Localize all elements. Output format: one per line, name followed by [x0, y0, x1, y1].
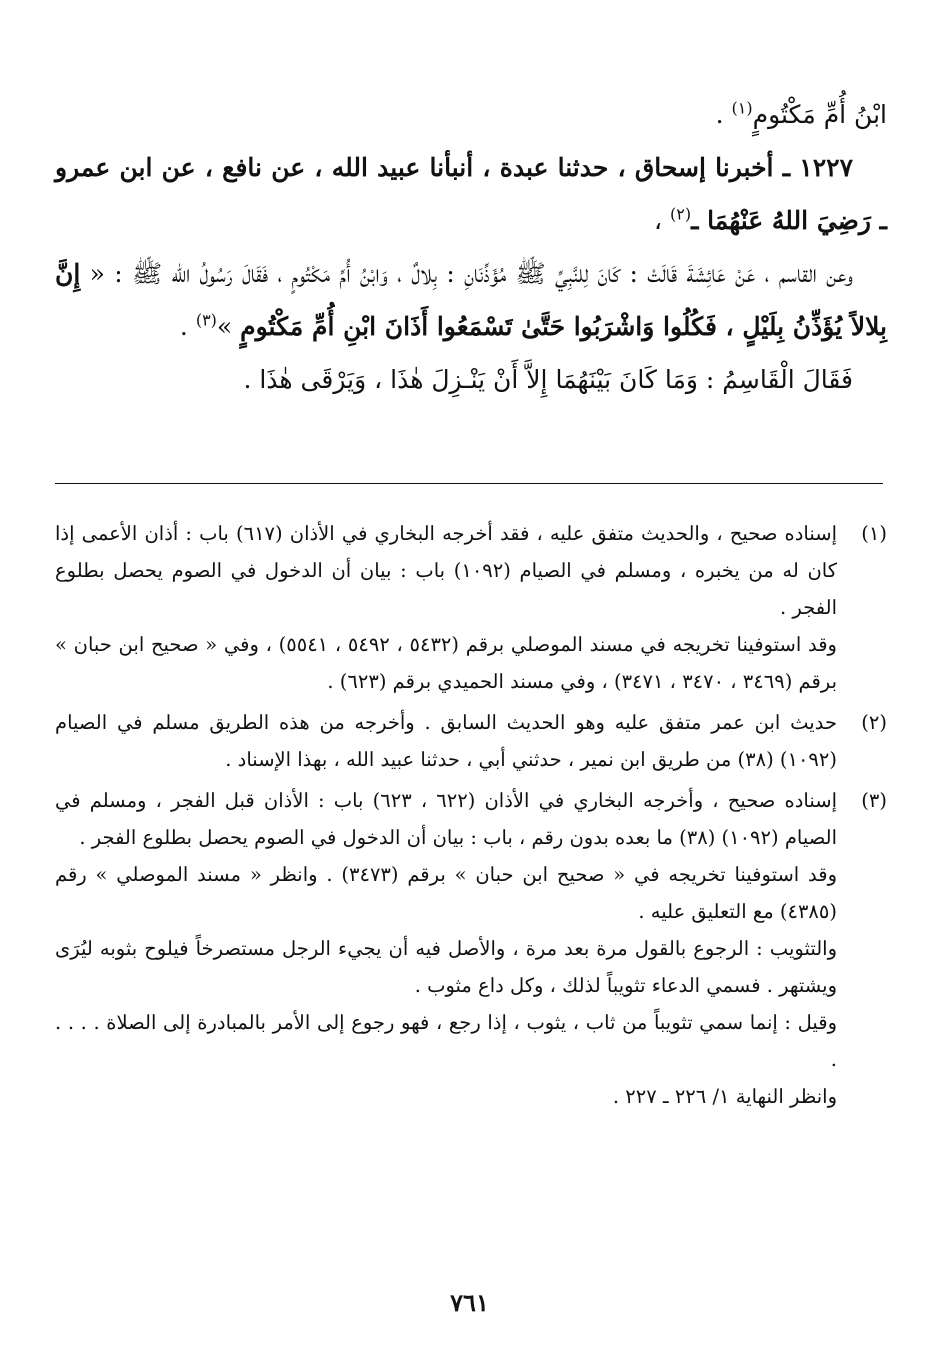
footnote-number: (٣): [861, 789, 887, 812]
footnotes: [55, 515, 887, 1119]
footnote-marker: (٢): [670, 204, 692, 224]
prophetic-saying: إِنَّ بِلالاً يُؤَذِّنُ بِلَيْلٍ ، فَكُلُوا وَاشْرَبُوا حَتَّىٰ تَسْمَعُوا أَذَانَ ابْنِ أُمِّ مَكْتُومٍ: [55, 259, 887, 341]
footnote-marker: (١): [731, 98, 753, 118]
punctuation: .: [715, 100, 732, 129]
footnote: [55, 515, 887, 700]
punctuation: .: [179, 312, 196, 341]
footnote-paragraph: إسناده صحيح ، والحديث متفق عليه ، فقد أخرجه البخاري في الأذان (٦١٧) باب : أذان الأعمى إذا كان له من يخبره ، ومسلم في الصيام (١٠٩٢) باب : بيان أن الدخول في الصوم يحصل بطلوع الفجر .: [55, 522, 837, 619]
quote-close: »: [216, 312, 241, 341]
footnote-body: [55, 782, 837, 1115]
footnote-paragraph: وقيل : إنما سمي تثويباً من ثاب ، يثوب ، إذا رجع ، فهو رجوع إلى الأمر بالمبادرة إلى الصلاة . . . . .: [55, 1011, 837, 1071]
footnote-body: [55, 704, 837, 778]
footnote-body: [55, 515, 837, 700]
footnote: [55, 704, 887, 778]
footnote-paragraph: وقد استوفينا تخريجه في « صحيح ابن حبان » برقم (٣٤٧٣) . وانظر « مسند الموصلي » رقم (٤٣٨٥) مع التعليق عليه .: [55, 863, 837, 923]
text-line: [55, 88, 887, 141]
footnote-paragraph: والتثويب : الرجوع بالقول مرة بعد مرة ، والأصل فيه أن يجيء الرجل مستصرخاً فيلوح بثوبه ليُرَى ويشتهر . فسمي الدعاء تثويباً لذلك ، وكل داع مثوب .: [55, 937, 837, 997]
footnote-marker: (٣): [195, 310, 217, 330]
footnote-paragraph: وانظر النهاية ١/ ٢٢٦ ـ ٢٢٧ .: [612, 1085, 837, 1108]
qasim-comment: فَقَالَ الْقَاسِمُ : وَمَا كَانَ بَيْنَهُمَا إِلاَّ أَنْ يَنْـزِلَ هٰذَا ، وَيَرْقَى هٰذَا .: [243, 365, 853, 394]
page-number: ٧٦١: [450, 1288, 489, 1317]
continued-text: ابْنُ أُمِّ مَكْتُومٍ: [752, 100, 887, 129]
footnote-paragraph: إسناده صحيح ، وأخرجه البخاري في الأذان (٦٢٢ ، ٦٢٣) باب : الأذان قبل الفجر ، ومسلم في الصيام (١٠٩٢) (٣٨) ما بعده بدون رقم ، باب : بيان أن الدخول في الصوم يحصل بطلوع الفجر .: [55, 789, 837, 849]
footnote: [55, 782, 887, 1115]
footnote-paragraph: حديث ابن عمر متفق عليه وهو الحديث السابق . وأخرجه من هذه الطريق مسلم في الصيام (١٠٩٢) (٣٨) من طريق ابن نمير ، حدثني أبي ، حدثنا عبيد الله ، بهذا الإسناد .: [55, 711, 837, 771]
footnote-number: (٢): [861, 711, 887, 734]
hadith-narration: وعن القاسم ، عَنْ عَائِشَةَ قَالَتْ : كَانَ لِلنَّبِيِّ ﷺ مُؤَذِّنَانِ : بِلالٌ ، وَابْنُ أُمِّ مَكْتُومٍ ، فَقَالَ رَسُولُ الله ﷺ : «: [80, 259, 853, 288]
hadith-1227: [55, 141, 887, 247]
footnote-separator: [55, 483, 883, 484]
footnote-paragraph: وقد استوفينا تخريجه في مسند الموصلي برقم (٥٤٣٢ ، ٥٤٩٢ ، ٥٥٤١) ، وفي « صحيح ابن حبان » برقم (٣٤٦٩ ، ٣٤٧٠ ، ٣٤٧١) ، وفي مسند الحميدي برقم (٦٢٣) .: [55, 633, 837, 693]
hadith-number: ١٢٢٧ ـ: [782, 153, 853, 182]
punctuation: ،: [653, 206, 670, 235]
hadith-text: [55, 247, 887, 353]
hadith-isnad: أخبرنا إسحاق ، حدثنا عبدة ، أنبأنا عبيد الله ، عن نافع ، عن ابن عمرو ـ رَضِيَ اللهُ عَنْهُمَا ـ: [55, 153, 887, 235]
main-text: [55, 88, 887, 406]
footnote-number: (١): [861, 522, 887, 545]
